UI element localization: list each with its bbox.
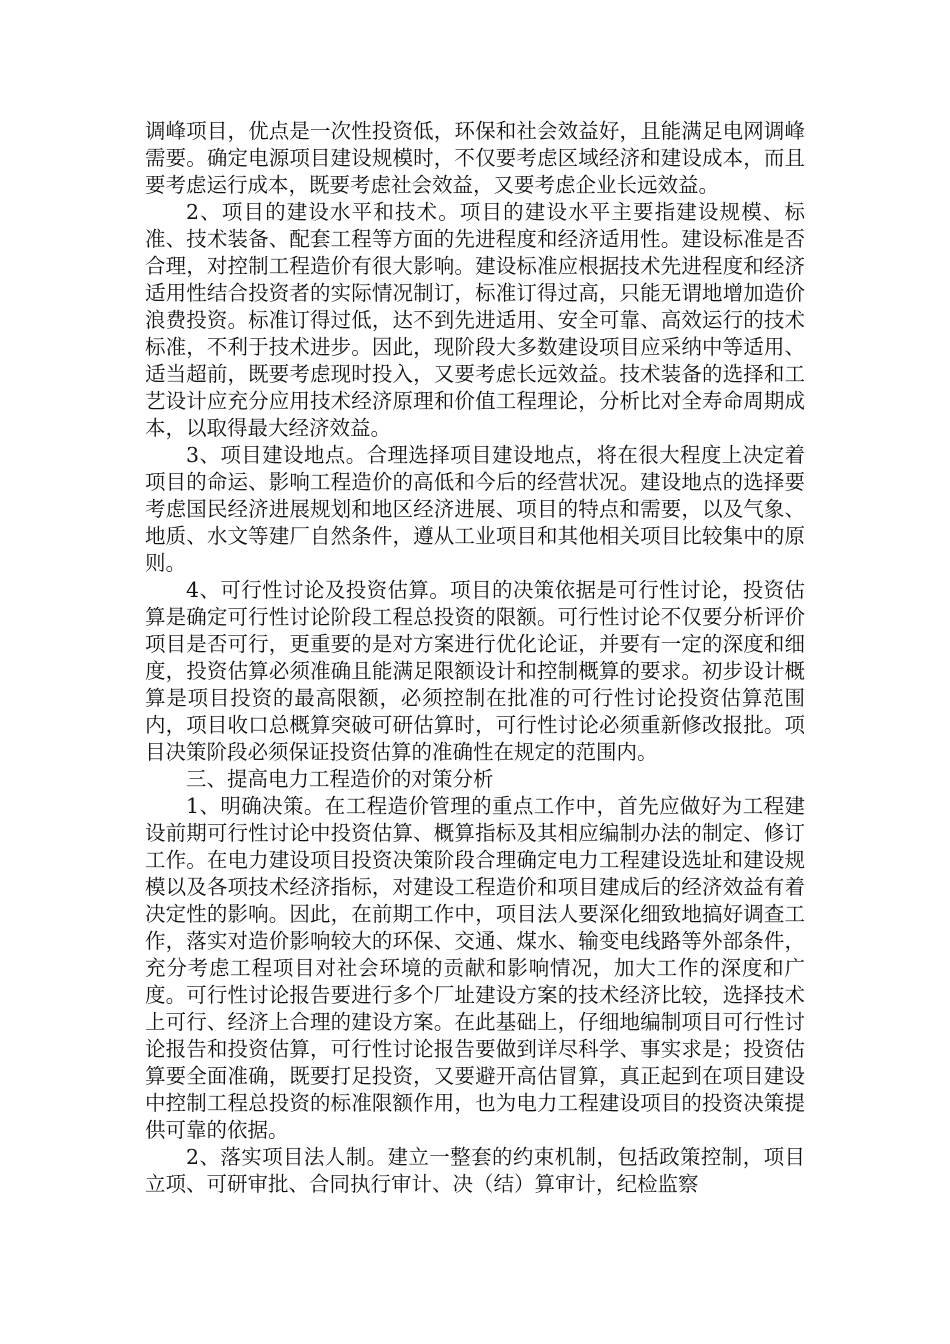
paragraph-2: 2、项目的建设水平和技术。项目的建设水平主要指建设规模、标准、技术装备、配套工程等方面的先进程度和经济适用性。建设标准是否合理，对控制工程造价有很大影响。建设标准应根据技术先进程度和经济适用性结合投资者的实际情况制订，标准订得过高，只能无谓地增加造价浪费投资。标准订得过低，达不到先进适用、安全可靠、高效运行的技术标准，不利于技术进步。因此，现阶段大多数建设项目应采纳中等适用、适当超前，既要考虑现时投入，又要考虑长远效益。技术装备的选择和工艺设计应充分应用技术经济原理和价值工程理论，分析比对全寿命周期成本，以取得最大经济效益。 [145, 200, 805, 440]
paragraph-6: 2、落实项目法人制。建立一整套的约束机制，包括政策控制，项目立项、可研审批、合同执行审计、决（结）算审计，纪检监察 [145, 1145, 805, 1196]
document-page [145, 118, 805, 1198]
section-heading-3: 三、提高电力工程造价的对策分析 [186, 767, 494, 791]
paragraph-4: 4、可行性讨论及投资估算。项目的决策依据是可行性讨论，投资估算是确定可行性讨论阶段工程总投资的限额。可行性讨论不仅要分析评价项目是否可行，更重要的是对方案进行优化论证，并要有一定的深度和细度，投资估算必须准确且能满足限额设计和控制概算的要求。初步设计概算是项目投资的最高限额，必须控制在批准的可行性讨论投资估算范围内，项目收口总概算突破可研估算时，可行性讨论必须重新修改报批。项目决策阶段必须保证投资估算的准确性在规定的范围内。 [145, 578, 805, 764]
paragraph-3: 3、项目建设地点。合理选择项目建设地点，将在很大程度上决定着项目的命运、影响工程造价的高低和今后的经营状况。建设地点的选择要考虑国民经济进展规划和地区经济进展、项目的特点和需要，以及气象、地质、水文等建厂自然条件，遵从工业项目和其他相关项目比较集中的原则。 [145, 443, 805, 575]
paragraph-5: 1、明确决策。在工程造价管理的重点工作中，首先应做好为工程建设前期可行性讨论中投资估算、概算指标及其相应编制办法的制定、修订工作。在电力建设项目投资决策阶段合理确定电力工程建设选址和建设规模以及各项技术经济指标，对建设工程造价和项目建成后的经济效益有着决定性的影响。因此，在前期工作中，项目法人要深化细致地搞好调查工作，落实对造价影响较大的环保、交通、煤水、输变电线路等外部条件，充分考虑工程项目对社会环境的贡献和影响情况，加大工作的深度和广度。可行性讨论报告要进行多个厂址建设方案的技术经济比较，选择技术上可行、经济上合理的建设方案。在此基础上，仔细地编制项目可行性讨论报告和投资估算，可行性讨论报告要做到详尽科学、事实求是；投资估算要全面准确，既要打足投资，又要避开高估冒算，真正起到在项目建设中控制工程总投资的标准限额作用，也为电力工程建设项目的投资决策提供可靠的依据。 [145, 794, 805, 1142]
paragraph-1: 调峰项目，优点是一次性投资低，环保和社会效益好，且能满足电网调峰需要。确定电源项目建设规模时，不仅要考虑区域经济和建设成本，而且要考虑运行成本，既要考虑社会效益，又要考虑企业长远效益。 [145, 119, 805, 197]
